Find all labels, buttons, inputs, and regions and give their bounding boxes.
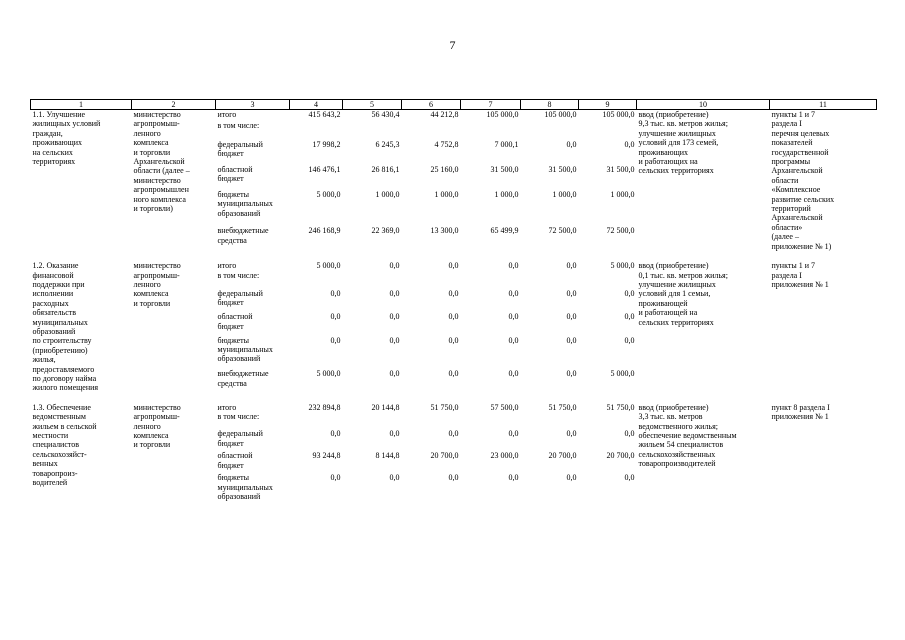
funding-source-line: федеральный <box>217 139 263 149</box>
executor-cell <box>132 110 216 252</box>
amount-cell: 0,0 <box>566 335 577 345</box>
funding-source-line: внебюджетные <box>217 226 269 236</box>
amount-cell: 57 500,0 <box>490 402 519 412</box>
amount-cell <box>343 121 402 140</box>
result-cell <box>637 261 770 393</box>
funding-source-line: в том числе: <box>217 271 260 281</box>
funding-source-cell <box>216 140 290 165</box>
amount-cell: 44 212,8 <box>430 110 459 119</box>
activity-name-cell <box>31 261 132 393</box>
activity-name-line: жилищных условий <box>32 119 101 129</box>
amount-cell: 72 500,0 <box>606 226 635 236</box>
activity-name-cell <box>31 110 132 252</box>
activity-name-line: 1.1. Улучшение <box>32 110 86 119</box>
amount-cell: 0,0 <box>448 289 459 299</box>
executor-line: ленного <box>133 421 161 431</box>
amount-cell: 8 144,8 <box>375 451 400 461</box>
reference-cell <box>770 110 877 252</box>
column-header: 11 <box>770 100 877 110</box>
activity-name-line: венных <box>32 459 58 469</box>
amount-cell: 0,0 <box>448 369 459 379</box>
result-line: 9,3 тыс. кв. метров жилья; <box>638 119 728 129</box>
amount-cell: 0,0 <box>389 473 400 483</box>
amount-cell: 105 000,0 <box>602 110 635 119</box>
amount-cell: 105 000,0 <box>544 110 577 119</box>
executor-line: и торговли <box>133 298 171 308</box>
amount-cell: 0,0 <box>624 139 635 149</box>
funding-source-line: федеральный <box>217 429 263 439</box>
funding-source-line: внебюджетные <box>217 369 269 379</box>
reference-line: территорий <box>771 204 811 214</box>
reference-line: Архангельской <box>771 166 823 176</box>
amount-cell: 5 000,0 <box>610 261 635 271</box>
column-header: 5 <box>343 100 402 110</box>
amount-cell: 0,0 <box>508 429 519 439</box>
amount-cell <box>290 271 343 289</box>
executor-line: области (далее – <box>133 166 190 176</box>
result-line: проживающих <box>638 147 689 157</box>
funding-source-line: областной <box>217 451 253 461</box>
amount-cell <box>343 271 402 289</box>
reference-line: пункты 1 и 7 <box>771 110 815 119</box>
funding-source-line: в том числе: <box>217 412 260 422</box>
executor-line: министерство <box>133 261 181 271</box>
result-line: улучшение жилищных <box>638 128 716 138</box>
amount-cell: 5 000,0 <box>610 369 635 379</box>
amount-cell: 23 000,0 <box>490 451 519 461</box>
activity-name-cell <box>31 403 132 505</box>
reference-cell <box>770 403 877 505</box>
activity-name-line: муниципальных <box>32 317 88 327</box>
result-line: проживающей <box>638 298 688 308</box>
amount-cell: 246 168,9 <box>308 226 341 236</box>
executor-line: агропромыш- <box>133 270 180 280</box>
funding-source-line: средства <box>217 378 247 388</box>
executor-cell <box>132 261 216 393</box>
executor-line: ленного <box>133 128 161 138</box>
activity-name-line: предоставляемого <box>32 364 95 374</box>
funding-source-cell <box>216 403 290 412</box>
amount-cell <box>579 412 637 429</box>
funding-source-line: бюджеты <box>217 189 250 199</box>
executor-line: ленного <box>133 279 161 289</box>
column-header: 9 <box>579 100 637 110</box>
amount-cell: 0,0 <box>330 473 341 483</box>
funding-source-cell <box>216 473 290 505</box>
reference-line: раздела I <box>771 270 802 280</box>
amount-cell: 0,0 <box>448 261 459 271</box>
amount-cell: 0,0 <box>448 335 459 345</box>
program-table <box>30 99 877 505</box>
amount-cell: 4 752,8 <box>434 139 459 149</box>
funding-source-line: бюджет <box>217 149 244 159</box>
amount-cell: 1 000,0 <box>375 189 400 199</box>
activity-name-line: по договору найма <box>32 373 97 383</box>
reference-line: (далее – <box>771 232 799 242</box>
amount-cell <box>402 121 461 140</box>
funding-source-cell <box>216 312 290 335</box>
amount-cell: 0,0 <box>330 335 341 345</box>
amount-cell: 31 500,0 <box>606 164 635 174</box>
activity-name-line: 1.3. Обеспечение <box>32 402 91 412</box>
executor-line: и торговли <box>133 147 171 157</box>
funding-source-line: в том числе: <box>217 120 260 130</box>
amount-cell: 65 499,9 <box>490 226 519 236</box>
funding-source-line: образований <box>217 354 261 364</box>
amount-cell: 0,0 <box>624 473 635 483</box>
activity-name-line: расходных <box>32 298 69 308</box>
result-line: жильем 54 специалистов <box>638 440 724 450</box>
activity-name-line: (приобретению) <box>32 345 88 355</box>
amount-cell: 0,0 <box>448 312 459 322</box>
amount-cell: 0,0 <box>508 369 519 379</box>
table-row <box>31 261 877 271</box>
amount-cell: 0,0 <box>508 473 519 483</box>
amount-cell <box>579 271 637 289</box>
executor-line: комплекса <box>133 289 169 299</box>
amount-cell: 0,0 <box>389 335 400 345</box>
reference-line: программы <box>771 157 811 167</box>
reference-line: пункты 1 и 7 <box>771 261 815 271</box>
reference-line: перечня целевых <box>771 128 830 138</box>
result-line: товаропроизводителей <box>638 459 716 469</box>
amount-cell: 25 160,0 <box>430 164 459 174</box>
funding-source-line: муниципальных <box>217 345 273 354</box>
amount-cell: 20 700,0 <box>430 451 459 461</box>
executor-line: ного комплекса <box>133 194 186 204</box>
activity-name-line: жильем в сельской <box>32 421 97 431</box>
amount-cell: 7 000,1 <box>494 139 519 149</box>
funding-source-line: итого <box>217 110 237 119</box>
amount-cell: 0,0 <box>624 335 635 345</box>
result-line: ввод (приобретение) <box>638 261 709 271</box>
result-line: и работающих на <box>638 157 698 167</box>
amount-cell: 0,0 <box>508 335 519 345</box>
funding-source-cell <box>216 429 290 451</box>
activity-name-line: обязательств <box>32 308 77 318</box>
activity-name-line: специалистов <box>32 440 80 450</box>
amount-cell: 20 144,8 <box>371 402 400 412</box>
reference-line: области <box>771 175 799 185</box>
amount-cell <box>579 121 637 140</box>
amount-cell <box>461 121 521 140</box>
funding-source-line: бюджет <box>217 460 244 470</box>
amount-cell: 20 700,0 <box>548 451 577 461</box>
table-header-row <box>31 100 877 110</box>
funding-source-line: бюджеты <box>217 335 250 345</box>
amount-cell: 0,0 <box>389 312 400 322</box>
amount-cell: 31 500,0 <box>548 164 577 174</box>
executor-line: агропромыш- <box>133 412 180 422</box>
amount-cell: 0,0 <box>389 429 400 439</box>
amount-cell: 0,0 <box>389 289 400 299</box>
funding-source-line: образований <box>217 492 261 501</box>
amount-cell: 5 000,0 <box>316 261 341 271</box>
amount-cell: 51 750,0 <box>548 402 577 412</box>
column-header: 7 <box>461 100 521 110</box>
activity-name-line: исполнении <box>32 289 74 299</box>
activity-name-line: жилого помещения <box>32 383 99 393</box>
executor-line: агропромышлен <box>133 185 189 195</box>
reference-cell <box>770 261 877 393</box>
amount-cell: 0,0 <box>566 139 577 149</box>
amount-cell <box>461 412 521 429</box>
amount-cell: 0,0 <box>566 261 577 271</box>
funding-source-cell <box>216 412 290 429</box>
reference-line: государственной <box>771 147 829 157</box>
amount-cell: 0,0 <box>330 312 341 322</box>
amount-cell <box>521 271 579 289</box>
amount-cell: 1 000,0 <box>552 189 577 199</box>
amount-cell <box>290 121 343 140</box>
activity-name-line: водителей <box>32 478 68 488</box>
amount-cell <box>521 121 579 140</box>
activity-name-line: поддержки при <box>32 279 85 289</box>
result-line: 0,1 тыс. кв. метров жилья; <box>638 270 728 280</box>
amount-cell: 13 300,0 <box>430 226 459 236</box>
amount-cell: 232 894,8 <box>308 402 341 412</box>
funding-source-cell <box>216 271 290 289</box>
reference-line: приложения № 1 <box>771 279 829 289</box>
activity-name-line: товаропроиз- <box>32 468 78 478</box>
funding-source-line: бюджет <box>217 438 244 448</box>
funding-source-cell <box>216 190 290 226</box>
reference-line: «Комплексное <box>771 185 821 195</box>
result-line: условий для 173 семей, <box>638 138 719 148</box>
amount-cell: 26 816,1 <box>371 164 400 174</box>
funding-source-line: итого <box>217 402 237 412</box>
activity-name-line: проживающих <box>32 138 83 148</box>
amount-cell: 0,0 <box>624 289 635 299</box>
reference-line: Архангельской <box>771 213 823 223</box>
activity-name-line: финансовой <box>32 270 74 280</box>
result-line: ввод (приобретение) <box>638 402 709 412</box>
result-line: ведомственного жилья; <box>638 421 718 431</box>
amount-cell: 5 000,0 <box>316 369 341 379</box>
funding-source-cell <box>216 451 290 473</box>
executor-line: министерство <box>133 110 181 119</box>
amount-cell: 6 245,3 <box>375 139 400 149</box>
amount-cell: 1 000,0 <box>434 189 459 199</box>
funding-source-cell <box>216 289 290 312</box>
activity-name-line: по строительству <box>32 336 92 346</box>
result-line: сельских территориях <box>638 166 714 176</box>
amount-cell <box>461 271 521 289</box>
funding-source-cell <box>216 261 290 271</box>
amount-cell: 0,0 <box>330 289 341 299</box>
funding-source-cell <box>216 226 290 251</box>
funding-source-line: бюджеты <box>217 473 250 483</box>
result-line: условий для 1 семьи, <box>638 289 711 299</box>
executor-line: агропромыш- <box>133 119 180 129</box>
funding-source-cell <box>216 165 290 190</box>
reference-line: приложения № 1 <box>771 412 829 422</box>
funding-source-line: бюджет <box>217 321 244 331</box>
amount-cell: 5 000,0 <box>316 189 341 199</box>
amount-cell: 0,0 <box>566 473 577 483</box>
amount-cell: 0,0 <box>508 312 519 322</box>
executor-line: и торговли <box>133 440 171 450</box>
reference-line: области» <box>771 222 803 232</box>
amount-cell: 1 000,0 <box>494 189 519 199</box>
activity-name-line: территориях <box>32 157 76 167</box>
executor-line: комплекса <box>133 431 169 440</box>
table-row <box>31 403 877 412</box>
amount-cell <box>521 412 579 429</box>
activity-name-line: 1.2. Оказание <box>32 261 79 271</box>
executor-line: и торговли) <box>133 204 173 214</box>
amount-cell: 0,0 <box>389 369 400 379</box>
amount-cell <box>402 412 461 429</box>
executor-line: министерство <box>133 402 181 412</box>
executor-line: комплекса <box>133 138 169 148</box>
executor-cell <box>132 403 216 505</box>
amount-cell: 1 000,0 <box>610 189 635 199</box>
reference-line: пункт 8 раздела I <box>771 402 830 412</box>
funding-source-line: областной <box>217 164 253 174</box>
funding-source-cell <box>216 369 290 392</box>
page-number: 7 <box>449 38 456 52</box>
amount-cell: 0,0 <box>566 429 577 439</box>
result-line: и работающей на <box>638 308 698 318</box>
activity-name-line: сельскохозяйст- <box>32 449 87 459</box>
funding-source-cell <box>216 110 290 121</box>
funding-source-line: муниципальных <box>217 199 273 209</box>
amount-cell: 0,0 <box>508 261 519 271</box>
activity-name-line: местности <box>32 431 69 440</box>
column-header: 8 <box>521 100 579 110</box>
amount-cell <box>290 412 343 429</box>
amount-cell <box>402 271 461 289</box>
executor-line: Архангельской <box>133 157 185 167</box>
column-header: 10 <box>637 100 770 110</box>
funding-source-line: федеральный <box>217 289 263 299</box>
funding-source-line: бюджет <box>217 174 244 184</box>
reference-line: развитие сельских <box>771 194 835 204</box>
amount-cell: 56 430,4 <box>371 110 400 119</box>
result-line: улучшение жилищных <box>638 279 716 289</box>
amount-cell: 31 500,0 <box>490 164 519 174</box>
column-header: 6 <box>402 100 461 110</box>
amount-cell: 20 700,0 <box>606 451 635 461</box>
result-line: обеспечение ведомственным <box>638 431 737 440</box>
amount-cell <box>343 412 402 429</box>
result-cell <box>637 110 770 252</box>
amount-cell: 0,0 <box>448 473 459 483</box>
result-line: ввод (приобретение) <box>638 110 709 119</box>
column-header: 2 <box>132 100 216 110</box>
activity-name-line: на сельских <box>32 147 73 157</box>
reference-line: приложение № 1) <box>771 241 832 251</box>
amount-cell: 105 000,0 <box>486 110 519 119</box>
row-gap <box>31 393 877 403</box>
amount-cell: 0,0 <box>566 312 577 322</box>
row-gap <box>31 251 877 261</box>
amount-cell: 0,0 <box>389 261 400 271</box>
column-header: 1 <box>31 100 132 110</box>
activity-name-line: образований <box>32 326 76 336</box>
amount-cell: 0,0 <box>566 289 577 299</box>
amount-cell: 0,0 <box>508 289 519 299</box>
amount-cell: 415 643,2 <box>308 110 341 119</box>
reference-line: показателей <box>771 138 813 148</box>
amount-cell: 72 500,0 <box>548 226 577 236</box>
funding-source-line: областной <box>217 312 253 322</box>
activity-name-line: граждан, <box>32 128 63 138</box>
funding-source-line: образований <box>217 208 261 218</box>
reference-line: раздела I <box>771 119 802 129</box>
funding-source-line: муниципальных <box>217 482 273 492</box>
amount-cell: 0,0 <box>566 369 577 379</box>
amount-cell: 0,0 <box>448 429 459 439</box>
funding-source-cell <box>216 336 290 370</box>
result-line: сельских территориях <box>638 317 714 327</box>
funding-source-line: средства <box>217 235 247 245</box>
amount-cell: 0,0 <box>624 429 635 439</box>
activity-name-line: ведомственным <box>32 412 86 422</box>
amount-cell: 17 998,2 <box>312 139 341 149</box>
funding-source-cell <box>216 121 290 140</box>
column-header: 4 <box>290 100 343 110</box>
column-header: 3 <box>216 100 290 110</box>
funding-source-line: бюджет <box>217 298 244 308</box>
amount-cell: 51 750,0 <box>606 402 635 412</box>
result-line: 3,3 тыс. кв. метров <box>638 412 703 422</box>
amount-cell: 0,0 <box>330 429 341 439</box>
executor-line: министерство <box>133 175 181 185</box>
amount-cell: 146 476,1 <box>308 164 341 174</box>
activity-name-line: жилья, <box>32 355 56 365</box>
result-cell <box>637 403 770 505</box>
funding-source-line: итого <box>217 261 237 271</box>
amount-cell: 22 369,0 <box>371 226 400 236</box>
amount-cell: 51 750,0 <box>430 402 459 412</box>
amount-cell: 0,0 <box>624 312 635 322</box>
result-line: сельскохозяйственных <box>638 449 716 459</box>
table-row <box>31 110 877 121</box>
amount-cell: 93 244,8 <box>312 451 341 461</box>
